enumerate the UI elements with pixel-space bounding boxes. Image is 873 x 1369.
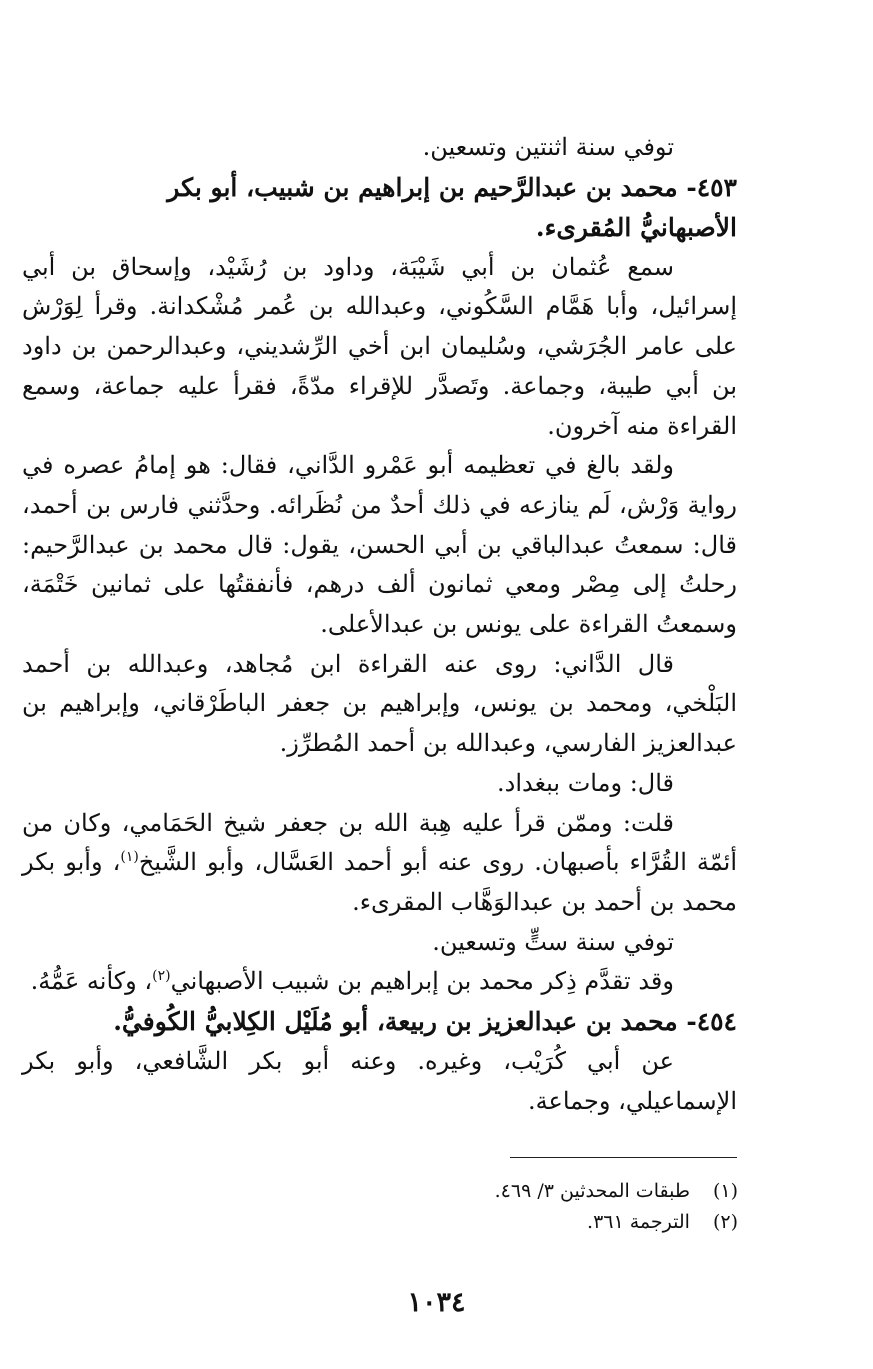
entry-453-heading (22, 168, 737, 248)
footnote-2-text: الترجمة ٣٦١. (587, 1211, 690, 1233)
entry-453-paragraph-7-text-b: ، وكأنه عَمُّهُ. (30, 967, 153, 996)
footnotes (420, 1176, 738, 1238)
opening-line: توفي سنة اثنتين وتسعين. (422, 133, 674, 161)
footnote-marker-1: (١) (120, 849, 139, 866)
entry-453-paragraph-2: ولقد بالغ في تعظيمه أبو عَمْرو الدَّاني، فقال: هو إمامُ عصره في رواية وَرْش، لَم ينازعه في ذلك أحدٌ من نُظَرائه. وحدَّثني فارس بن أحمد، قال: سمعتُ عبدالباقي بن أبي الحسن، يقول: قال محمد بن عبدالرَّحيم: رحلتُ إلى مِصْر ومعي ثمانون ألف درهم، فأنفقتُها على ثمانين خَتْمَة، وسمعتُ القراءة على يونس بن عبدالأعلى. (22, 451, 738, 639)
page-number: ١٠٣٤ (407, 1287, 466, 1318)
footnote-1 (420, 1176, 738, 1207)
entry-453-paragraph-6: توفي سنة ستٍّ وتسعين. (432, 927, 674, 956)
entry-453-paragraph-7 (22, 962, 737, 1002)
entry-453-paragraph-3: قال الدَّاني: روى عنه القراءة ابن مُجاهد، وعبدالله بن أحمد البَلْخي، ومحمد بن يونس، وإبراهيم بن جعفر الباطَرْقاني، وإبراهيم بن عبدالعزيز الفارسي، وعبدالله بن أحمد المُطرِّز. (22, 649, 737, 758)
entry-454-paragraph-1: عن أبي كُرَيْب، وغيره. وعنه أبو بكر الشَّافعي، وأبو بكر الإسماعيلي، وجماعة. (22, 1047, 737, 1115)
footnote-1-text: طبقات المحدثين ٣/ ٤٦٩. (494, 1180, 690, 1202)
entry-454-heading: ٤٥٤- محمد بن عبدالعزيز بن ربيعة، أبو مُلَيْل الكِلابيُّ الكُوفيُّ. (113, 1007, 737, 1037)
entry-453-paragraph-4: قال: ومات ببغداد. (497, 768, 674, 797)
footnote-2 (420, 1207, 738, 1238)
entry-453-paragraph-1: سمع عُثمان بن أبي شَيْبَة، وداود بن رُشَيْد، وإسحاق بن أبي إسرائيل، وأبا هَمَّام السَّكُوني، وعبدالله بن عُمر مُشْكدانة. وقرأ لِوَرْش على عامر الجُرَشي، وسُليمان ابن أخي الرِّشديني، وعبدالرحمن بن داود بن أبي طيبة، وجماعة. وتَصدَّر للإقراء مدّةً، فقرأ عليه جماعة، وسمع القراءة منه آخرون. (22, 252, 737, 440)
footnote-marker-2: (٢) (152, 968, 171, 985)
main-text (22, 128, 737, 1121)
entry-453-heading-part2: الأصبهانيُّ المُقرىء. (535, 212, 737, 242)
footnote-1-number: (١) (712, 1180, 738, 1202)
footnote-separator (510, 1157, 737, 1158)
entry-453-paragraph-7-text-a: وقد تقدَّم ذِكر محمد بن إبراهيم بن شبيب الأصبهاني (170, 967, 674, 996)
entry-453-paragraph-5 (22, 804, 737, 923)
entry-453-paragraph-5-text-b: ، وأبو بكر محمد بن أحمد بن عبدالوَهَّاب المقرىء. (22, 848, 737, 916)
entry-453-paragraph-5-text-a: قلت: وممّن قرأ عليه هِبة الله بن جعفر شيخ الحَمَامي، وكان من أئمّة القُرَّاء بأصبهان. روى عنه أبو أحمد العَسَّال، وأبو الشَّيخ (22, 808, 738, 877)
entry-453-heading-part1: ٤٥٣- محمد بن عبدالرَّحيم بن إبراهيم بن شبيب، أبو بكر (167, 172, 737, 202)
footnote-2-number: (٢) (712, 1211, 738, 1233)
